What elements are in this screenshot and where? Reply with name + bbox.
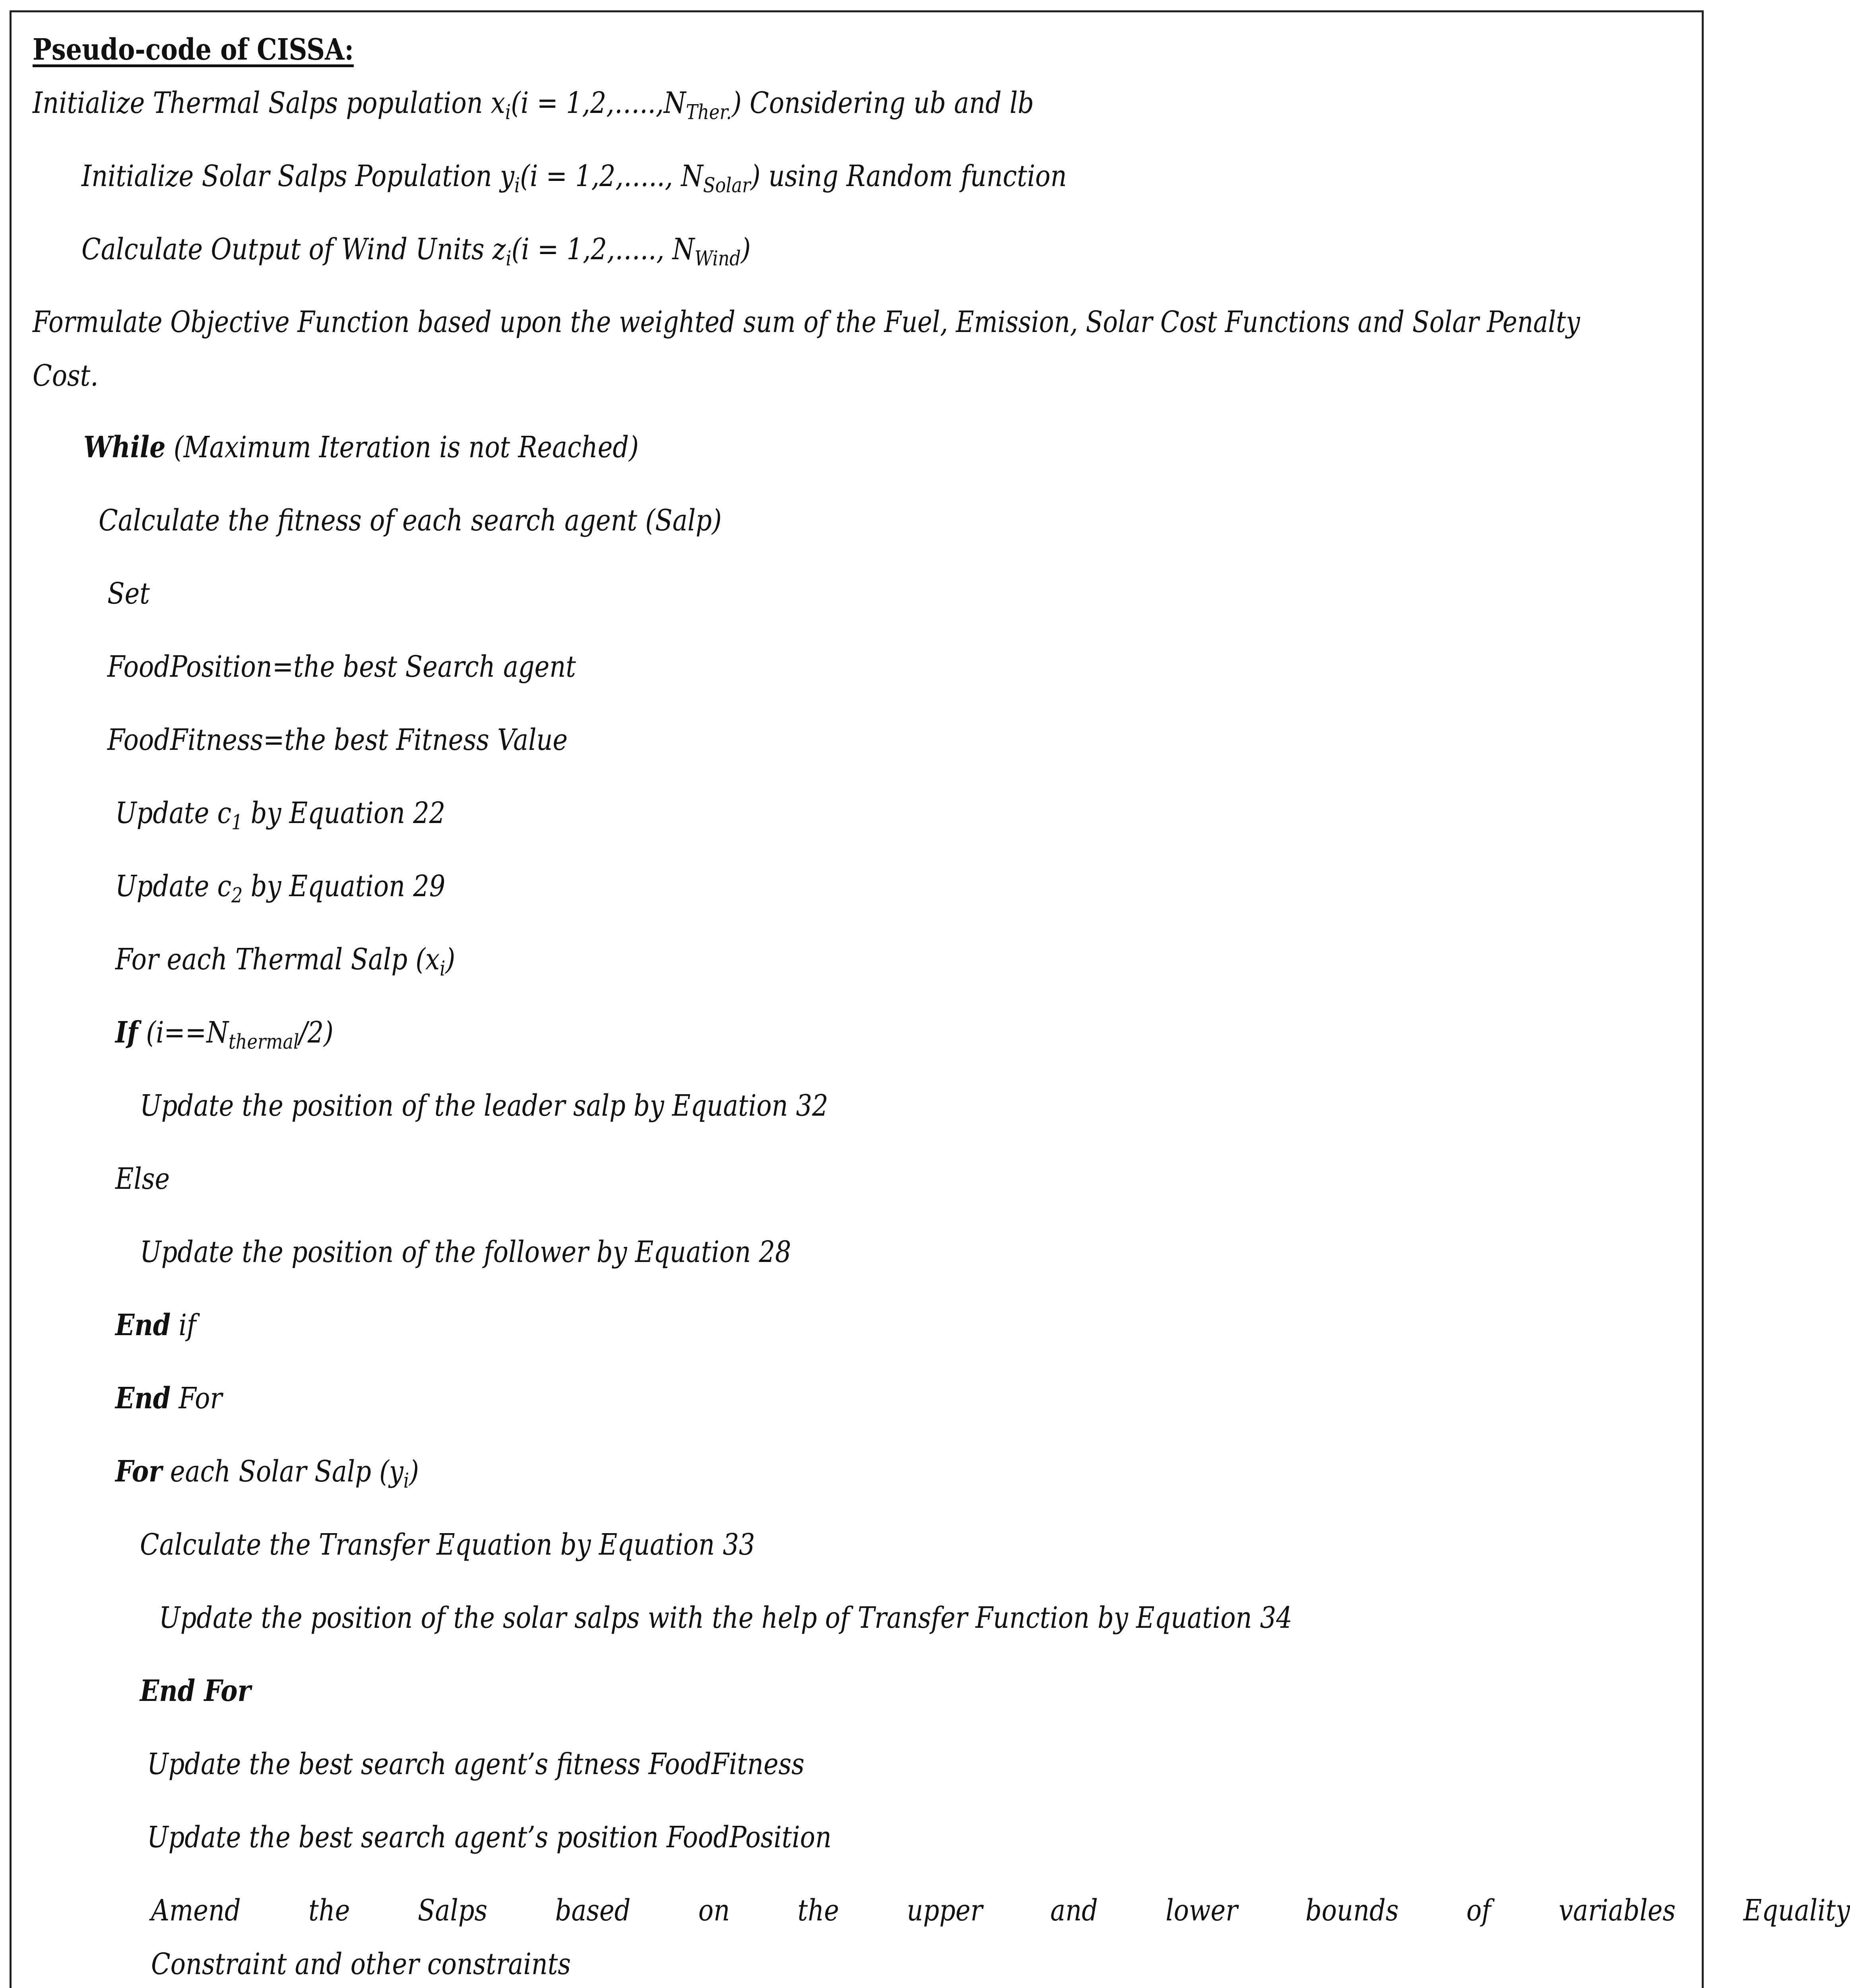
line-amend-salps-cont: Constraint and other constraints — [151, 1947, 571, 1981]
line-calc-transfer: Calculate the Transfer Equation by Equation 33 — [140, 1528, 755, 1562]
amend-word: Equality — [1743, 1893, 1850, 1928]
line-food-fitness: FoodFitness=the best Fitness Value — [107, 723, 568, 757]
line-wind-output: Calculate Output of Wind Units $z_i(i$ = 1,2,….., $N_{Wind}$) — [81, 232, 751, 271]
line-init-thermal: Initialize Thermal Salps population $x_i(i$ = $1,2,\dots..,N_{Ther.}$) Considering ub and lb — [33, 86, 1034, 124]
line-update-solar-salps: Update the position of the solar salps with the help of Transfer Function by Equation 34 — [159, 1601, 1292, 1635]
line-while: While (Maximum Iteration is not Reached) — [83, 430, 639, 464]
line-food-position: FoodPosition=the best Search agent — [107, 650, 576, 684]
line-formulate-objective-cont: Cost. — [33, 359, 99, 393]
amend-word: Amend — [151, 1893, 241, 1928]
line-set: Set — [107, 577, 150, 611]
line-update-best-position: Update the best search agent’s position FoodPosition — [147, 1820, 832, 1854]
amend-word: Salps — [417, 1893, 488, 1928]
amend-word: the — [797, 1893, 839, 1928]
keyword-while: While — [83, 430, 166, 464]
line-else: Else — [115, 1162, 170, 1196]
amend-word: of — [1466, 1893, 1491, 1928]
line-update-best-fitness: Update the best search agent’s fitness FoodFitness — [147, 1747, 805, 1781]
line-for-thermal: For each Thermal Salp $(x_i)$ — [115, 942, 456, 981]
amend-word: upper — [907, 1893, 983, 1928]
pseudo-code-title: Pseudo-code of CISSA: — [33, 33, 354, 67]
line-update-follower: Update the position of the follower by Equation 28 — [140, 1235, 791, 1269]
amend-word: variables — [1559, 1893, 1676, 1928]
amend-word: on — [698, 1893, 730, 1928]
line-update-leader: Update the position of the leader salp by Equation 32 — [140, 1089, 828, 1123]
line-end-for-thermal: End For — [115, 1381, 222, 1415]
line-if: If $(i==N_{thermal}/2)$ — [115, 1015, 334, 1054]
line-amend-salps — [151, 1893, 1850, 1928]
line-calc-fitness: Calculate the fitness of each search agent (Salp) — [99, 503, 722, 538]
line-formulate-objective: Formulate Objective Function based upon the weighted sum of the Fuel, Emission, Solar Cost Functions and Solar Penalty — [33, 305, 1580, 339]
line-for-solar: For each Solar Salp $(y_i)$ — [115, 1454, 419, 1493]
keyword-if: If — [115, 1015, 138, 1050]
line-update-c1: Update $c_1$ by Equation 22 — [115, 796, 446, 835]
amend-word: and — [1050, 1893, 1098, 1928]
line-update-c2: Update $c_2$ by Equation 29 — [115, 869, 446, 908]
amend-word: bounds — [1305, 1893, 1399, 1928]
line-init-solar: Initialize Solar Salps Population $y_i(i$ = 1,2,….., $N_{Solar}$) using Random function — [81, 159, 1067, 198]
line-end-for-solar: End For — [140, 1674, 251, 1708]
line-end-if: End if — [115, 1308, 196, 1342]
amend-word: the — [308, 1893, 350, 1928]
amend-word: lower — [1165, 1893, 1238, 1928]
amend-word: based — [555, 1893, 631, 1928]
